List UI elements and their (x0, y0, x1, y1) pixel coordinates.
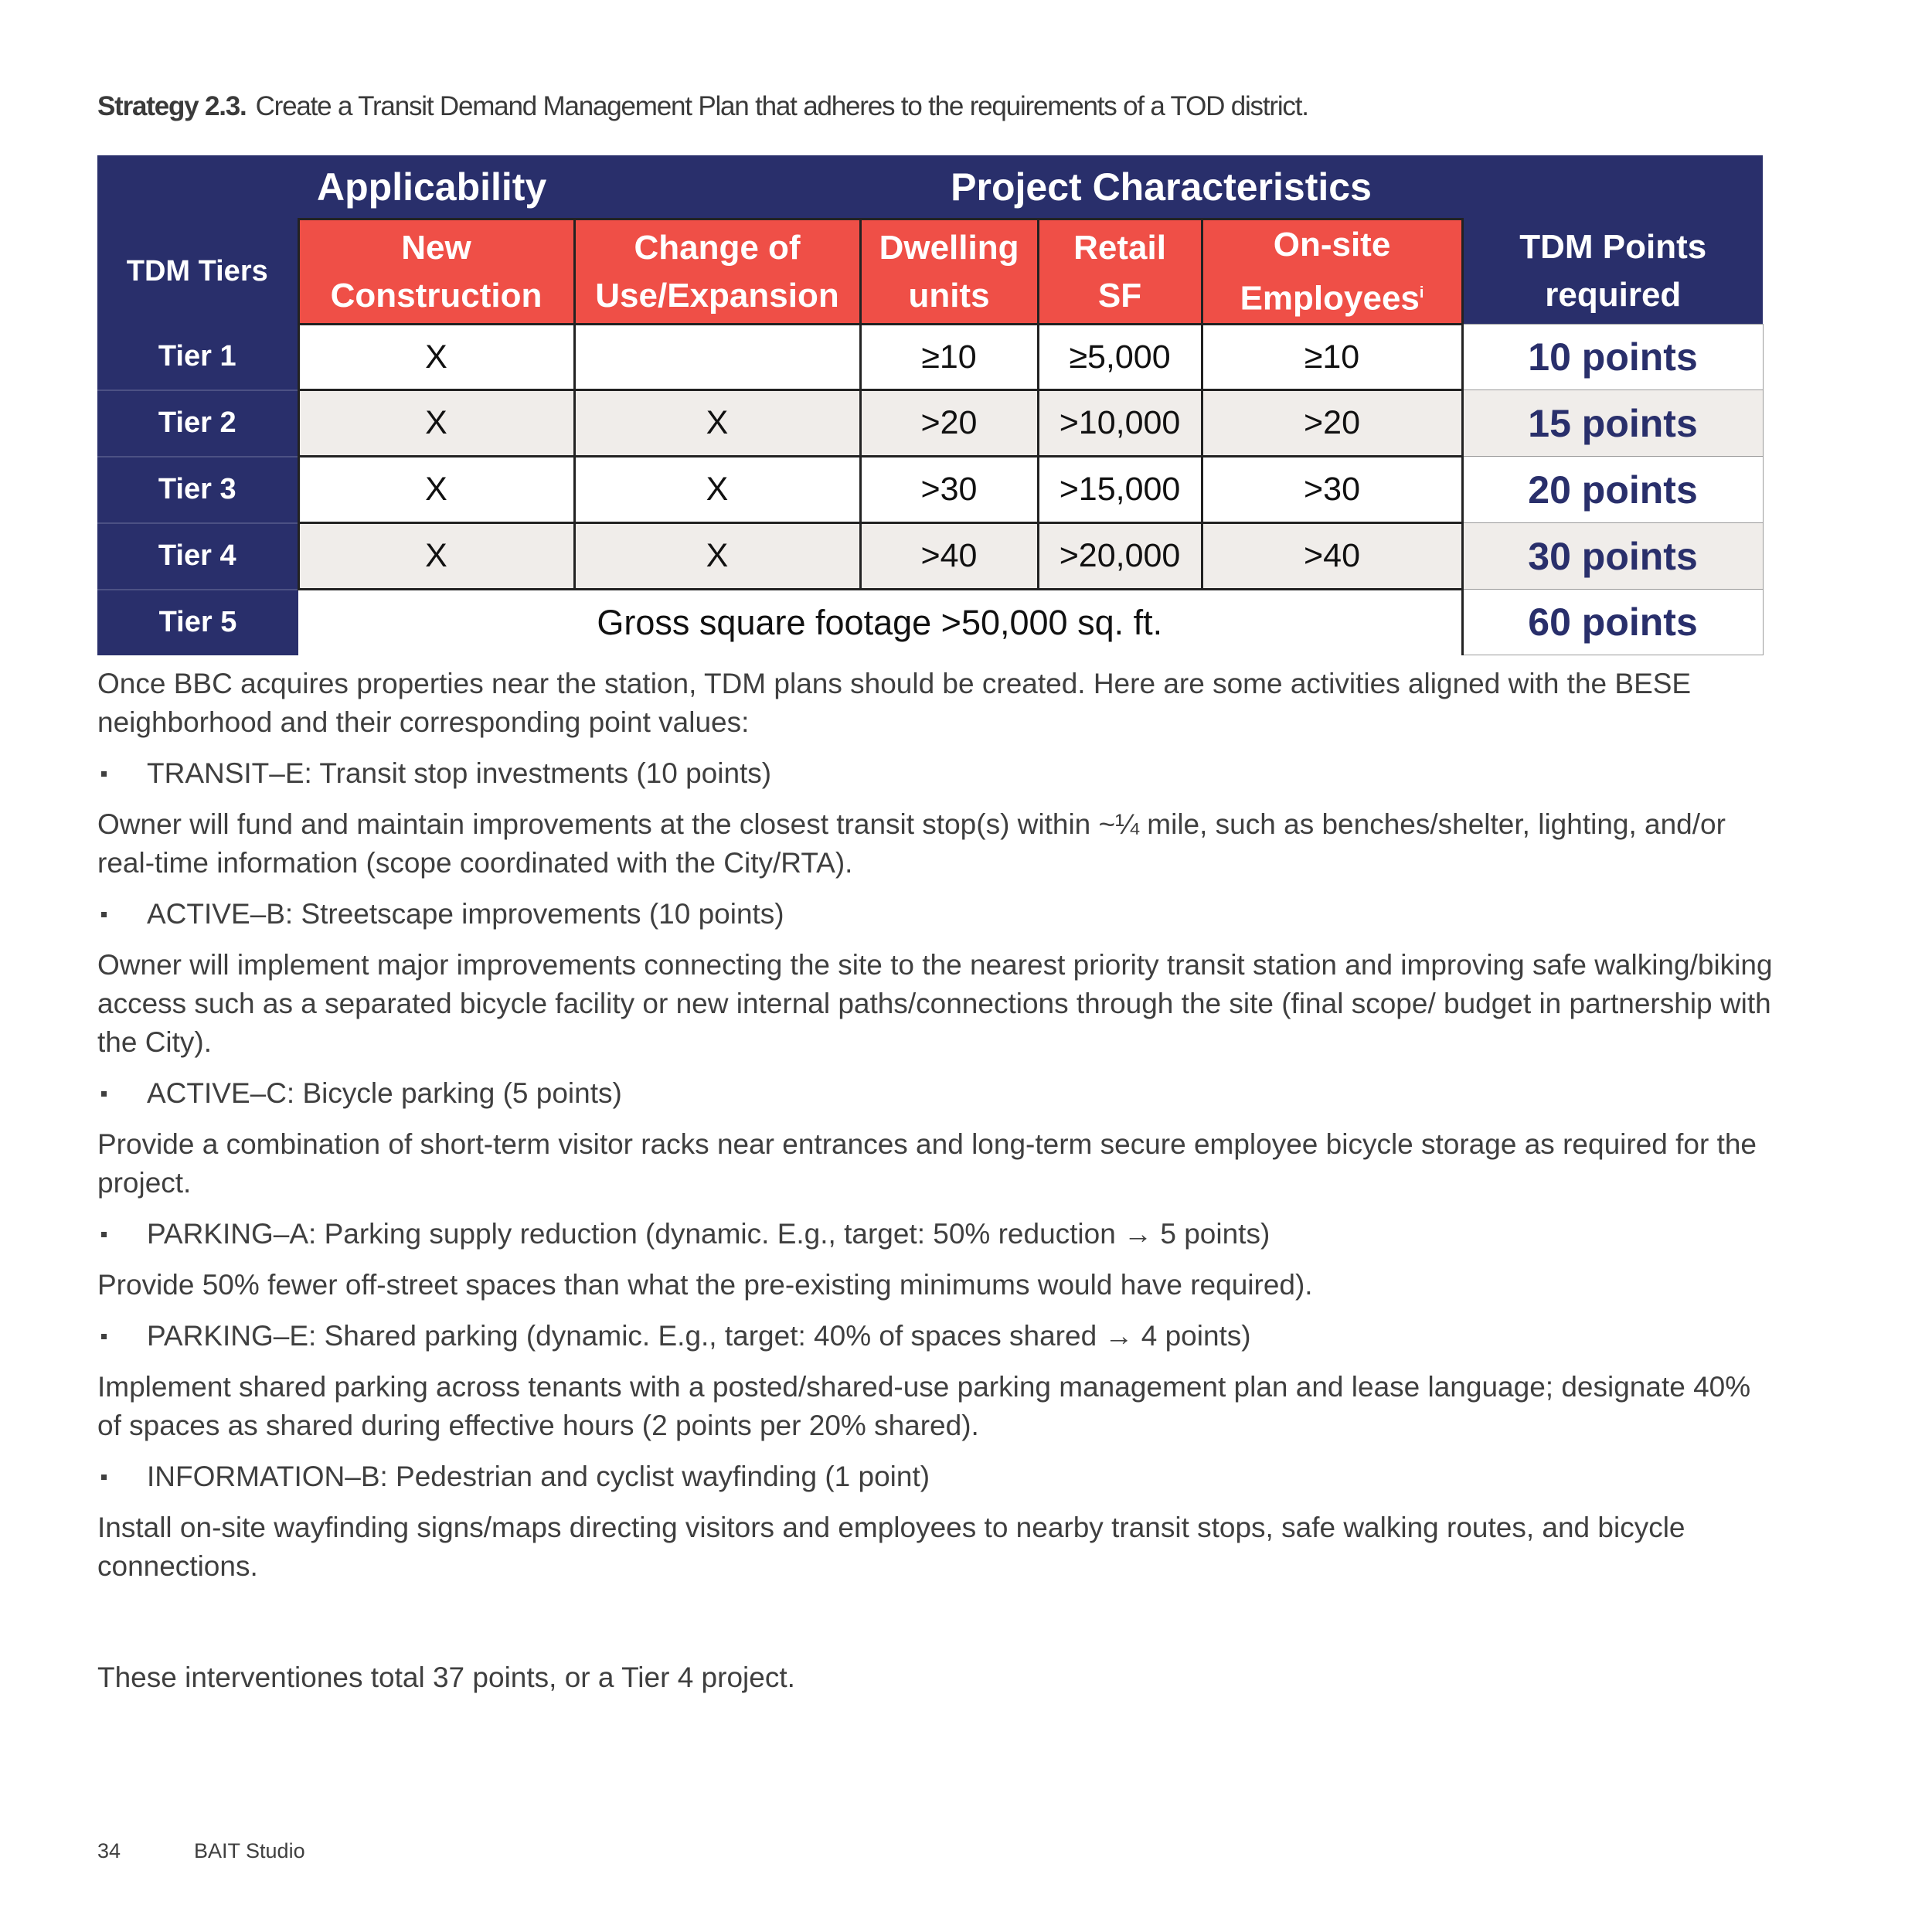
applicability-header: Applicability (298, 155, 860, 219)
bullet-icon (101, 1475, 107, 1480)
table-cell: >20 (1202, 390, 1462, 457)
table-row (97, 523, 1763, 590)
item-description: Provide a combination of short-term visitor racks near entrances and long-term secure employee bicycle storage as required for the project. (97, 1128, 1757, 1199)
table-cell: >15,000 (1038, 457, 1202, 523)
strategy-label: Strategy 2.3. (97, 91, 247, 121)
bullet-icon (101, 912, 107, 917)
table-cell: >20 (860, 390, 1038, 457)
table-cell: >40 (860, 523, 1038, 590)
intro-paragraph: Once BBC acquires properties near the station, TDM plans should be created. Here are some activities aligned with the BESE neighborhood and their corresponding point values: (97, 668, 1692, 738)
table-cell: X (574, 523, 860, 590)
bullet-icon (101, 1091, 107, 1097)
list-item: PARKING–A: Parking supply reduction (dynamic. E.g., target: 50% reduction → 5 points) (97, 1215, 1782, 1253)
table-cell: >20,000 (1038, 523, 1202, 590)
tier-label: Tier 5 (97, 590, 298, 655)
page-number: 34 (97, 1839, 121, 1862)
table-cell: ≥5,000 (1038, 325, 1202, 390)
bullet-icon (101, 1232, 107, 1237)
bullet-icon (101, 771, 107, 777)
list-item: INFORMATION–B: Pedestrian and cyclist wayfinding (1 point) (97, 1458, 1782, 1496)
strategy-text: Create a Transit Demand Management Plan that adheres to the requirements of a TOD district. (255, 91, 1308, 121)
table-row (97, 390, 1763, 457)
item-description: Implement shared parking across tenants with a posted/shared-use parking management plan and lease language; designate 40% of spaces as shared during effective hours (2 points per 20% shared). (97, 1371, 1751, 1441)
summary-text: These interventiones total 37 points, or a Tier 4 project. (97, 1662, 795, 1693)
table-cell: ≥10 (860, 325, 1038, 390)
table-row (97, 590, 1763, 655)
tier-label: Tier 4 (97, 523, 298, 590)
footer-brand: BAIT Studio (194, 1839, 305, 1862)
table-cell: >30 (860, 457, 1038, 523)
tier-label: Tier 1 (97, 325, 298, 390)
list-item: PARKING–E: Shared parking (dynamic. E.g., target: 40% of spaces shared → 4 points) (97, 1317, 1782, 1355)
change-of-use-header: Change of Use/Expansion (574, 219, 860, 325)
table-cell: X (574, 457, 860, 523)
strategy-heading (97, 91, 1798, 122)
points-value: 30 points (1462, 523, 1763, 590)
item-description: Install on-site wayfinding signs/maps directing visitors and employees to nearby transit stops, safe walking routes, and bicycle connections. (97, 1512, 1685, 1582)
table-row (97, 325, 1763, 390)
table-cell: >10,000 (1038, 390, 1202, 457)
tdm-tiers-table (97, 155, 1764, 655)
table-cell: >40 (1202, 523, 1462, 590)
tdm-points-header: TDM Points required (1462, 219, 1763, 325)
table-cell: X (298, 523, 574, 590)
table-cell: X (298, 390, 574, 457)
tdm-tiers-header: TDM Tiers (97, 219, 298, 325)
table-row (97, 457, 1763, 523)
item-description: Provide 50% fewer off-street spaces than what the pre-existing minimums would have required). (97, 1269, 1313, 1301)
tier-label: Tier 2 (97, 390, 298, 457)
onsite-employees-header: On-site Employees$^i$ (1202, 219, 1462, 325)
item-description: Owner will fund and maintain improvements at the closest transit stop(s) within ~¼ mile, such as benches/shelter, lighting, and/or real-time information (scope coordinated with the City/RTA). (97, 808, 1726, 879)
list-item: TRANSIT–E: Transit stop investments (10 points) (97, 754, 1782, 793)
points-value: 60 points (1462, 590, 1763, 655)
table-cell (574, 325, 860, 390)
points-value: 20 points (1462, 457, 1763, 523)
footnote-marker: i (1419, 284, 1424, 301)
list-item: ACTIVE–C: Bicycle parking (5 points) (97, 1074, 1782, 1113)
points-value: 10 points (1462, 325, 1763, 390)
table-cell: X (298, 325, 574, 390)
item-description: Owner will implement major improvements connecting the site to the nearest priority transit station and improving safe walking/biking access such as a separated bicycle facility or new internal paths/connections through the site (final scope/ budget in partnership with the City). (97, 949, 1773, 1058)
retail-sf-header: Retail SF (1038, 219, 1202, 325)
new-construction-header: New Construction (298, 219, 574, 325)
tdm-activities-text (97, 665, 1782, 1598)
table-cell: X (298, 457, 574, 523)
table-cell: X (574, 390, 860, 457)
list-item: ACTIVE–B: Streetscape improvements (10 points) (97, 895, 1782, 934)
tier-label: Tier 3 (97, 457, 298, 523)
table-cell: >30 (1202, 457, 1462, 523)
dwelling-units-header: Dwelling units (860, 219, 1038, 325)
bullet-icon (101, 1334, 107, 1339)
project-characteristics-header: Project Characteristics (860, 155, 1462, 219)
tier5-description: Gross square footage >50,000 sq. ft. (298, 590, 1462, 655)
points-value: 15 points (1462, 390, 1763, 457)
table-cell: ≥10 (1202, 325, 1462, 390)
